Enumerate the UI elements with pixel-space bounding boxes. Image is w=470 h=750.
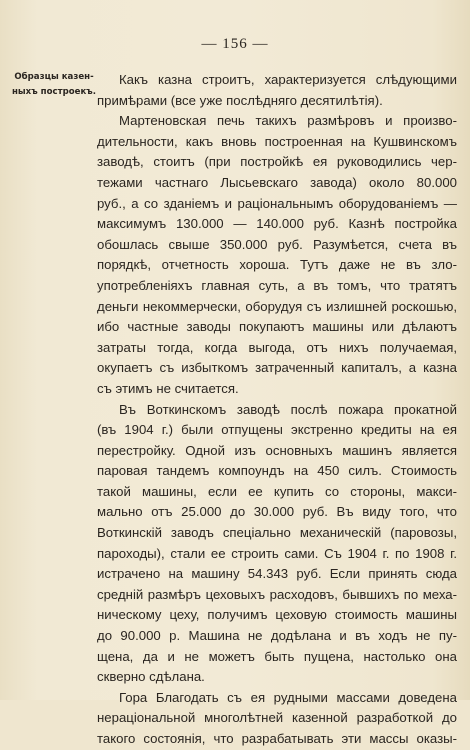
page-number: — 156 — bbox=[201, 36, 269, 52]
text-line: до 90.000 р. Машина не додѣлана и въ ходъ не пу- bbox=[97, 628, 457, 644]
text-line: такого состоянія, что разрабатывать эти массы оказы- bbox=[97, 731, 457, 746]
text-line: Въ Воткинскомъ заводѣ послѣ пожара прокатной bbox=[119, 401, 457, 417]
text-line: употребленіяхъ главная суть, а въ томъ, что тратятъ bbox=[97, 277, 457, 293]
text-line: дительности, какъ вновь построенная на Кушвинскомъ bbox=[97, 133, 457, 149]
text-line: Какъ казна строитъ, характеризуется слѣдующими bbox=[119, 72, 457, 87]
text-line: ническому цеху, получимъ цеховую стоимость машины bbox=[97, 607, 457, 623]
text-line: перестройку. Одной изъ основныхъ машинъ является bbox=[97, 442, 457, 458]
text-line: пароходы), стали ее строить сами. Съ 1904 г. по 1908 г. bbox=[97, 545, 457, 561]
text-line: (въ 1904 г.) были отпущены экстренно кредиты на ея bbox=[97, 422, 457, 438]
text-line: нераціональной многолѣтней казенной разработкой до bbox=[97, 710, 457, 726]
text-line: максимумъ 130.000 — 140.000 руб. Казнѣ постройка bbox=[97, 216, 457, 232]
text-line: затраты тогда, когда выгода, отъ нихъ получаемая, bbox=[97, 339, 457, 355]
text-line: мально отъ 25.000 до 30.000 руб. Въ виду того, что bbox=[97, 504, 457, 520]
body-text bbox=[97, 70, 457, 750]
text-line: ибо частные заводы покупаютъ машины или дѣлаютъ bbox=[97, 319, 457, 335]
text-line: примѣрами (все уже послѣдняго десятилѣтія). bbox=[97, 92, 383, 108]
text-line: такой машины, если ее купить со стороны, макси- bbox=[97, 483, 457, 499]
margin-note-line: Образцы казен- bbox=[14, 72, 94, 82]
text-line: паровая тандемъ компоундъ на 450 силъ. Стоимость bbox=[97, 463, 457, 479]
margin-note-line: ныхъ построекъ. bbox=[11, 87, 97, 97]
text-line: окупаетъ съ избыткомъ затраченный капиталъ, а казна bbox=[97, 360, 457, 376]
text-line: обошлась свыше 350.000 руб. Разумѣется, счета въ bbox=[97, 236, 457, 252]
text-line: скверно сдѣлана. bbox=[97, 669, 205, 685]
text-line: средній размѣръ цеховыхъ расходовъ, бывшихъ по меха- bbox=[97, 586, 457, 602]
text-line: Мартеновская печь такихъ размѣровъ и произво- bbox=[119, 113, 457, 129]
text-line: руб., а со зданіемъ и раціональнымъ оборудованіемъ — bbox=[97, 195, 457, 211]
margin-note bbox=[8, 70, 100, 100]
text-line: Гора Благодать съ ея рудными массами доведена bbox=[119, 689, 457, 705]
text-line: заводѣ, стоитъ (при постройкѣ ея руководились чер- bbox=[97, 154, 457, 170]
text-line: деньги некоммерчески, оборудуя съ излишней роскошью, bbox=[97, 298, 457, 314]
text-line: тежами частнаго Лысьевскаго завода) около 80.000 bbox=[97, 174, 457, 190]
text-line: истрачено на машину 54.343 руб. Если принять сюда bbox=[97, 566, 457, 582]
text-line: щена, да и не можетъ быть пущена, настолько она bbox=[97, 648, 457, 664]
text-line: Воткинскій заводъ спеціально механическій (паровозы, bbox=[97, 525, 457, 541]
text-line: съ этимъ не считается. bbox=[97, 380, 239, 396]
text-line: порядкѣ, отчетность хороша. Тутъ даже не въ зло- bbox=[97, 257, 457, 273]
